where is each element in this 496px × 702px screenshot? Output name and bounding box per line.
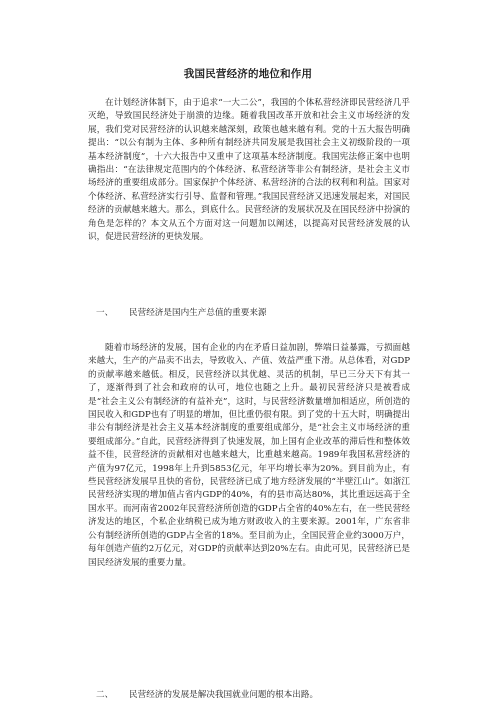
section-heading-1	[96, 307, 267, 319]
section-heading-2	[96, 689, 318, 701]
body-paragraph: 随着市场经济的发展，国有企业的内在矛盾日益加剧，弊端日益暴露，亏损面越来越大，生产的产品卖不出去，导致收入、产值、效益严重下滑。从总体看，对GDP的贡献率越来越低。相反，民营经济以其优越、灵活的机制，早已三分天下有其一了，逐渐得到了社会和政府的认可，地位也随之上升。最初民营经济只是被看成是“社会主义公有制经济的有益补充”，这时，与民营经济数量增加相适应，所创造的国民收入和GDP也有了明显的增加，但比重仍很有限。到了党的十五大时，明确提出非公有制经济是社会主义基本经济制度的重要组成部分，是“社会主义市场经济的重要组成部分。”自此，民营经济得到了快速发展，加上国有企业改革的滞后性和整体效益不佳，民营经济的贡献相对也越来越大，比重越来越高。1989年我国私营经济的产值为97亿元，1998年上升到5853亿元，年平均增长率为20%。到目前为止，有些民营经济发展早且快的省份，民营经济已成了地方经济发展的“半壁江山”。如浙江民营经济实现的增加值占省内GDP的40%，有的县市高达80%，其比重远远高于全国水平。而河南省2002年民营经济所创造的GDP占全省的40%左右，在一些民营经济发达的地区，个私企业纳税已成为地方财政收入的主要来源。2001年，广东省非公有制经济所创造的GDP占全省的18%。至目前为止，全国民营企业约3000万户，每年创造产值约2万亿元，对GDP的贡献率达到20%左右。由此可见，民营经济已是国民经济发展的重要力量。	[88, 343, 410, 568]
section-number: 二、	[96, 690, 114, 700]
section-number: 一、	[96, 308, 114, 318]
intro-paragraph: 在计划经济体制下，由于追求“一大二公”，我国的个体私营经济即民营经济几乎灭绝，导致国民经济处于崩溃的边缘。随着我国改革开放和社会主义市场经济的发展，我们党对民营经济的认识越来越深刻，政策也越来越有利。党的十五大报告明确提出：“以公有制为主体、多种所有制经济共同发展是我国社会主义初级阶段的一项基本经济制度”，十六大报告中又重申了这项基本经济制度。我国宪法修正案中也明确指出：“在法律规定范围内的个体经济、私营经济等非公有制经济，是社会主义市场经济的重要组成部分。国家保护个体经济、私营经济的合法的权利和利益。国家对个体经济、私营经济实行引导、监督和管理。”我国民营经济又迅速发展起来，对国民经济的贡献越来越大。那么，到底什么。民营经济的发展状况及在国民经济中扮演的角色是怎样的？本文从五个方面对这一问题加以阐述，以提高对民营经济发展的认识，促进民营经济的更快发展。	[88, 98, 410, 243]
section-title: 民营经济是国内生产总值的重要来源	[129, 308, 267, 318]
document-title: 我国民营经济的地位和作用	[183, 68, 313, 80]
section-title: 民营经济的发展是解决我国就业问题的根本出路。	[129, 690, 319, 700]
